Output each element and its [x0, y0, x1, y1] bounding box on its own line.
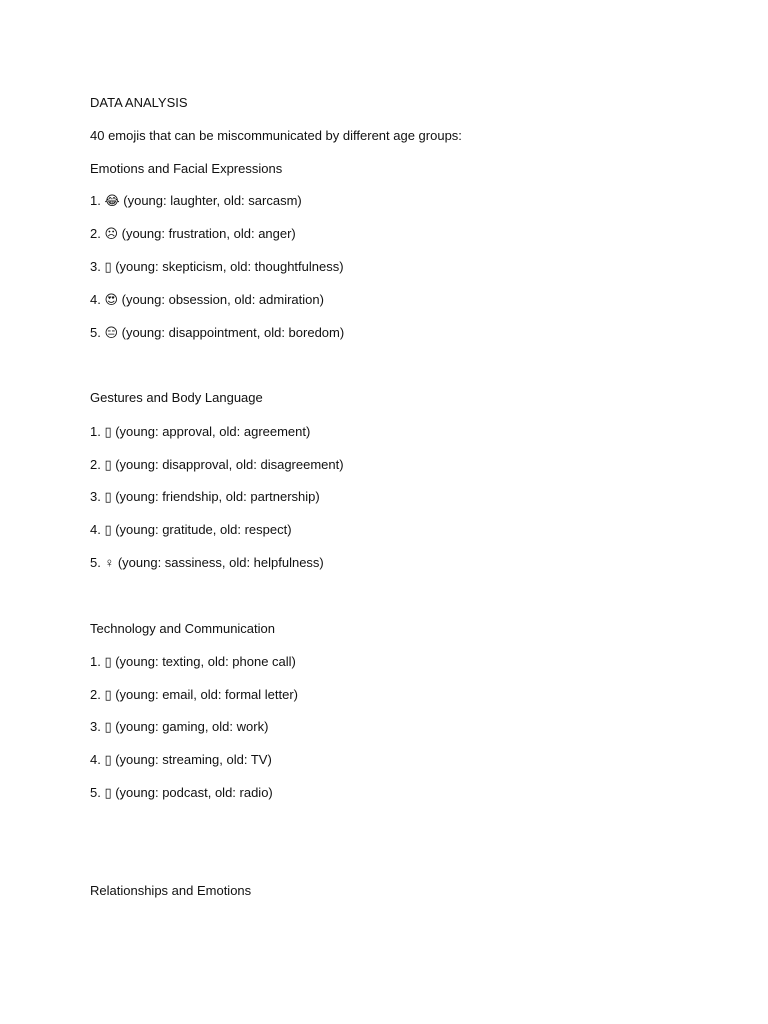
list-item: 3. ▯ (young: skepticism, old: thoughtfulness)	[90, 259, 344, 274]
list-item: 1. ▯ (young: approval, old: agreement)	[90, 424, 311, 439]
list-item: 5. 😑 (young: disappointment, old: boredom)	[90, 325, 345, 340]
document-title: DATA ANALYSIS	[90, 95, 188, 110]
list-item: 4. ▯ (young: streaming, old: TV)	[90, 752, 272, 767]
list-item: 2. ▯ (young: disapproval, old: disagreement)	[90, 457, 344, 472]
section-heading-relationships: Relationships and Emotions	[90, 883, 252, 898]
section-heading-gestures: Gestures and Body Language	[90, 390, 263, 405]
section-heading-technology: Technology and Communication	[90, 621, 275, 636]
list-item: 4. ▯ (young: gratitude, old: respect)	[90, 522, 292, 537]
list-item: 5. ▯ (young: podcast, old: radio)	[90, 785, 273, 800]
list-item: 2. ☹ (young: frustration, old: anger)	[90, 226, 296, 241]
list-item: 4. 😍 (young: obsession, old: admiration)	[90, 292, 324, 307]
list-item: 1. 😂 (young: laughter, old: sarcasm)	[90, 193, 302, 208]
list-item: 3. ▯ (young: gaming, old: work)	[90, 719, 269, 734]
list-item: 3. ▯ (young: friendship, old: partnership)	[90, 489, 320, 504]
document-intro: 40 emojis that can be miscommunicated by different age groups:	[90, 128, 462, 143]
list-item: 1. ▯ (young: texting, old: phone call)	[90, 654, 296, 669]
list-item: 5. ♀ (young: sassiness, old: helpfulness)	[90, 555, 324, 570]
list-item: 2. ▯ (young: email, old: formal letter)	[90, 687, 299, 702]
section-heading-emotions: Emotions and Facial Expressions	[90, 161, 283, 176]
